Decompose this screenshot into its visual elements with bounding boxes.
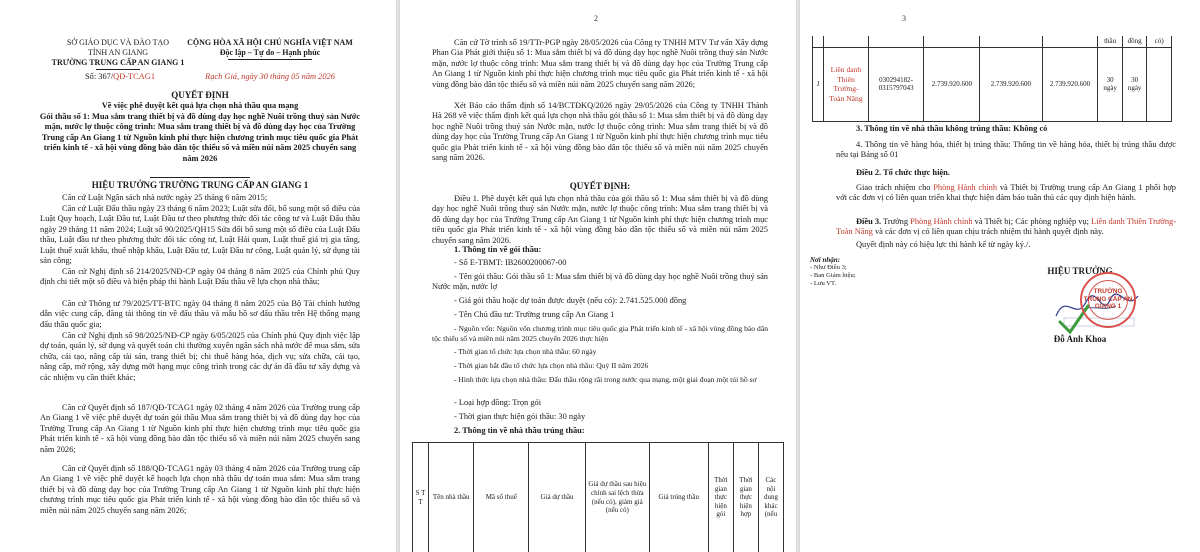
legal-basis-2: Căn cứ Luật Đấu thầu ngày 23 tháng 6 năm 2023; Luật sửa đổi, bổ sung một số điều của Luật Quy hoạch, Luật Đầu tư, Luật Đầu tư theo phương thức đối tác công tư và Luật Đấu thầu ngày 29 tháng 11 năm 2024; Luật số 90/2025/QH15 Sửa đổi bổ sung một số điều của Luật Đấu thầu, Luật đầu tư theo phương thức đối tác công tư, Luật Hải quan, Luật thuế giá trị gia tăng, Luật thuế xuất khẩu, thuế nhập khẩu, Luật Đầu tư, Luật Đầu tư công, Luật quản lý, sử dụng tài sản công; <box>40 204 360 266</box>
national-motto <box>170 38 370 58</box>
cell-award-price: 2.739.920.600 <box>1042 47 1098 121</box>
article-2-heading: Điều 2. Tổ chức thực hiện. <box>856 168 950 177</box>
doc-subject-line: Về việc phê duyệt kết quả lựa chọn nhà thầu qua mạng <box>101 101 299 110</box>
doc-subject-body: Gói thầu số 1: Mua sắm trang thiết bị và đồ dùng dạy học nghề Nuôi trồng thuỷ sản Nước mặn, nước lợ thuộc công trình: Mua sắm trang thiết bị và đồ dùng dạy học của Trường Trung cấp An Giang 1 từ Nguồn kinh phí thực hiện chương trình mục tiêu quốc gia Phát triển kinh tế - xã hội vùng đồng bào dân tộc thiểu số và miền núi năm 2025 chuyển sang năm 2026 <box>39 112 361 163</box>
appraisal-paragraph: Xét Báo cáo thẩm định số 14/BCTĐKQ/2026 ngày 29/05/2026 của Công ty TNHH Thành Hà 268 về việc thẩm định kết quả lựa chọn nhà thầu gói thầu số 1: Mua sắm thiết bị và đồ dùng dạy học nghề Nuôi trồng thuỷ sản Nước mặn, nước lợ thuộc công trình: Mua sắm trang thiết bị và đồ dùng dạy học của Trường Trung cấp An Giang 1 từ Nguồn kinh phí thực hiện chương trình mục tiêu quốc gia Phát triển kinh tế - xã hội vùng đồng bào dân tộc thiểu số và miền núi năm 2025 chuyển sang năm 2026. <box>432 101 768 163</box>
cell-bidder-name: Liên danh Thiên Trường-Toàn Năng <box>824 47 869 121</box>
section-3: 3. Thông tin về nhà thầu không trúng thầu: Không có <box>856 124 1048 133</box>
proposal-paragraph: Căn cứ Tờ trình số 19/TTr-PGP ngày 28/05/2026 của Công ty TNHH MTV Tư vấn Xây dựng Phan Gia Phát giới thiệu số 1: Mua sắm thiết bị và đồ dùng dạy học nghề Nuôi trồng thuỷ sản Nước mặn, nước lợ thuộc công trình: Mua sắm trang thiết bị và đồ dùng dạy học của Trường Trung cấp An Giang 1 từ Nguồn kinh phí thực hiện chương trình mục tiêu quốc gia Phát triển kinh tế - xã hội vùng đồng bào dân tộc thiểu số và miền núi năm 2025 chuyển sang năm 2026; <box>432 38 768 89</box>
package-item-2: - Tên gói thầu: Gói thầu số 1: Mua sắm thiết bị và đồ dùng dạy học nghề Nuôi trồng thuỷ sản Nước mặn, nước lợ <box>432 272 768 292</box>
cell-contract-time: 30 ngày <box>1122 47 1147 121</box>
package-item-1: - Số E-TBMT: IB2600200067-00 <box>454 258 567 267</box>
cont-cell <box>824 36 869 47</box>
package-item-4: - Tên Chủ đầu tư: Trường trung cấp An Giang 1 <box>454 310 615 319</box>
col-bid-price: Giá dự thầu <box>529 443 586 552</box>
article-2-text-b: và Thiết bị Trường trung cấp An Giang 1 phối hợp với các đơn vị có liên quan triển khai thực hiện đảm bảo tuân thủ các quy định hiện hành. <box>836 183 1176 203</box>
col-contract-time: Thời gian thực hiện hợp <box>733 443 758 552</box>
decision-heading: QUYẾT ĐỊNH: <box>569 181 631 191</box>
article-3-text-a: Trưởng <box>881 217 911 226</box>
signer-title: HIỆU TRƯỞNG <box>1047 266 1113 276</box>
winner-table-header <box>412 442 784 552</box>
issuer-line-3: TRƯỜNG TRUNG CẤP AN GIANG 1 <box>51 58 185 67</box>
article-1-text: Điều 1. Phê duyệt kết quả lựa chọn nhà thầu của gói thầu số 1: Mua sắm thiết bị và đồ dùng dạy học nghề Nuôi trồng thuỷ sản Nước mặn, nước lợ thuộc công trình: Mua sắm trang thiết bị và đồ dùng dạy học của Trường Trung cấp An Giang 1 từ Nguồn kinh phí thực hiện chương trình mục tiêu quốc gia Phát triển kinh tế - xã hội vùng đồng bào dân tộc thiểu số và miền núi năm 2025 chuyển sang năm 2026. <box>432 194 768 245</box>
nation-line-2: Độc lập – Tự do – Hạnh phúc <box>219 48 321 57</box>
cell-tax-code: 030294182-0315797043 <box>868 47 924 121</box>
document-page-3 <box>800 0 1200 552</box>
issuer-block <box>48 38 188 68</box>
effect-clause: Quyết định này có hiệu lực thi hành kể từ ngày ký./. <box>856 240 1031 249</box>
cell-adjusted-price: 2.739.920.600 <box>980 47 1042 121</box>
legal-basis-3: Căn cứ Nghị định số 214/2025/NĐ-CP ngày 04 tháng 8 năm 2025 của Chính phủ Quy định chi tiết một số điều và biện pháp thi hành Luật Đấu thầu về lựa chọn nhà thầu; <box>40 267 360 287</box>
legal-basis-1: Căn cứ Luật Ngân sách nhà nước ngày 25 tháng 6 năm 2015; <box>62 193 268 202</box>
authority-heading: HIỆU TRƯỞNG TRƯỜNG TRUNG CẤP AN GIANG 1 <box>91 180 309 190</box>
package-item-10: - Thời gian thực hiện gói thầu: 30 ngày <box>454 412 586 421</box>
col-stt: S T T <box>413 443 429 552</box>
nation-line-1: CỘNG HÒA XÃ HỘI CHỦ NGHĨA VIỆT NAM <box>187 38 353 47</box>
package-item-5: - Nguồn vốn: Nguồn vốn chương trình mục tiêu quốc gia Phát triển kinh tế - xã hội vùng đồng bào dân tộc thiểu số và miền núi năm 2025 chuyển 2026 thực hiện <box>432 324 768 344</box>
col-award-price: Giá trúng thầu <box>649 443 708 552</box>
cell-bid-price: 2.739.920.600 <box>924 47 980 121</box>
cont-cell <box>1042 36 1098 47</box>
legal-basis-5: Căn cứ Nghị định số 98/2025/NĐ-CP ngày 6/05/2025 của Chính phủ Quy định việc lập dự toán, quản lý, sử dụng và quyết toán chi thường xuyên ngân sách nhà nước để mua sắm, sửa chữa, cải tạo, nâng cấp tài sản, trang thiết bị; chi thuê hàng hóa, dịch vụ; sửa chữa, cải tạo, nâng cấp, mở rộng, xây dựng mới hạng mục công trình trong các dự án đã đầu tư xây dựng và các nhiệm vụ cần thiết khác; <box>40 331 360 382</box>
legal-basis-7: Căn cứ Quyết định số 188/QĐ-TCAG1 ngày 03 tháng 4 năm 2026 của Trường trung cấp An Giang 1 về việc phê duyệt kế hoạch lựa chọn nhà thầu dự toán mua sắm: Mua sắm trang thiết bị và đồ dùng dạy học của Trường Trung cấp An Giang 1 từ Nguồn kinh phí thực hiện chương trình mục tiêu quốc gia Phát triển kinh tế - xã hội vùng đồng bào dân tộc thiểu số và miền núi năm 2025 chuyển sang năm 2026; <box>40 464 360 515</box>
page-number: 2 <box>594 14 598 23</box>
package-item-3: - Giá gói thầu hoặc dự toán được duyệt (nếu có): 2.741.525.000 đồng <box>454 296 687 305</box>
seal-text: TRƯỜNG TRUNG CẤP AN GIANG 1 <box>1083 288 1133 310</box>
package-item-7: - Thời gian bắt đầu tổ chức lựa chọn nhà thầu: Quý II năm 2026 <box>454 361 649 370</box>
section-2-heading: 2. Thông tin về nhà thầu trúng thầu: <box>454 426 585 435</box>
package-item-9: - Loại hợp đồng: Trọn gói <box>454 398 542 407</box>
page-number: 3 <box>902 14 906 23</box>
cont-cell <box>980 36 1042 47</box>
section-4 <box>836 140 1176 161</box>
cont-cell-contract-time: đồng <box>1122 36 1147 47</box>
col-package-time: Thời gian thực hiện gói <box>708 443 733 552</box>
col-adjusted-price: Giá dự thầu sau hiệu chỉnh sai lệch thừa (nếu có), giảm giá (nếu có) <box>585 443 649 552</box>
article-3-body <box>836 217 1176 238</box>
document-page-1 <box>0 0 396 552</box>
section-1-heading: 1. Thông tin về gói thầu: <box>454 245 542 254</box>
cell-package-time: 30 ngày <box>1098 47 1123 121</box>
official-seal <box>1080 272 1136 328</box>
article-2-body <box>836 183 1176 204</box>
subject-underline <box>150 177 250 178</box>
cont-cell <box>868 36 924 47</box>
issuer-underline <box>96 69 140 70</box>
article-3-winner: Liên danh Thiên Trường-Toàn Năng <box>836 217 1177 237</box>
col-other: Các nội dung khác (nếu <box>758 443 783 552</box>
doc-number-code: QĐ-TCAG1 <box>113 72 156 81</box>
doc-number <box>60 72 180 82</box>
winner-row <box>813 47 1172 121</box>
cont-cell <box>924 36 980 47</box>
article-3-unit: Phòng Hành chính <box>910 217 973 226</box>
date-place: Rạch Giá, ngày 30 tháng 05 năm 2026 <box>205 72 335 81</box>
legal-basis-4: Căn cứ Thông tư 79/2025/TT-BTC ngày 04 tháng 8 năm 2025 của Bộ Tài chính hướng dẫn việc cung cấp, đăng tải thông tin về đấu thầu và mẫu hồ sơ đấu thầu trên Hệ thống mạng đấu thầu quốc gia; <box>40 299 360 329</box>
recipient-2: - Ban Giám hiệu; <box>810 272 856 279</box>
article-3-label: Điều 3. <box>856 217 882 226</box>
signer-name: Đỗ Anh Khoa <box>1053 334 1107 344</box>
recipients-title: Nơi nhận: <box>810 256 841 264</box>
cell-stt: 1 <box>813 47 824 121</box>
recipient-1: - Như Điều 3; <box>810 264 847 271</box>
cont-cell-other: có) <box>1147 36 1172 47</box>
document-page-2 <box>400 0 796 552</box>
cont-cell <box>813 36 824 47</box>
article-3-text-c: và các đơn vị có liên quan chịu trách nhiệm thi hành quyết định này. <box>872 227 1104 237</box>
issuer-line-1: SỞ GIÁO DỤC VÀ ĐÀO TẠO <box>66 38 170 47</box>
cell-other <box>1147 47 1172 121</box>
doc-title: QUYẾT ĐỊNH <box>171 90 229 100</box>
col-bidder-name: Tên nhà thầu <box>428 443 474 552</box>
issuer-line-2: TỈNH AN GIANG <box>88 48 148 57</box>
package-item-6: - Thời gian tổ chức lựa chọn nhà thầu: 60 ngày <box>454 347 597 356</box>
recipient-3: - Lưu VT. <box>810 280 837 287</box>
col-tax-code: Mã số thuế <box>474 443 529 552</box>
article-3-text-b: và Thiết bị; Các phòng nghiệp vụ; <box>972 217 1092 226</box>
package-item-8: - Hình thức lựa chọn nhà thầu: Đấu thầu rộng rãi trong nước qua mạng, một giai đoạn một túi hồ sơ <box>454 375 757 384</box>
article-1 <box>432 194 768 246</box>
cont-cell-package-time: thầu <box>1098 36 1123 47</box>
winner-table-body <box>812 36 1172 122</box>
motto-underline <box>228 59 312 60</box>
legal-basis-6: Căn cứ Quyết định số 187/QĐ-TCAG1 ngày 02 tháng 4 năm 2026 của Trường trung cấp An Giang 1 về việc phê duyệt dự toán gói thầu Mua sắm trang thiết bị và đồ dùng dạy học của Trường Trung cấp An Giang 1 từ Nguồn kinh phí thực hiện chương trình mục tiêu quốc gia Phát triển kinh tế - xã hội vùng đồng bào dân tộc thiểu số và miền núi năm 2025 chuyển sang năm 2026; <box>40 403 360 454</box>
article-2-unit: Phòng Hành chính <box>933 183 998 192</box>
article-2-text-a: Giao trách nhiệm cho <box>856 183 934 192</box>
doc-number-prefix: Số: 367/ <box>84 72 114 81</box>
section-4-text: 4. Thông tin về hàng hóa, thiết bị trúng thầu: Thông tin về hàng hóa, thiết bị trúng thầu được nêu tại Bảng số 01 <box>836 140 1176 160</box>
